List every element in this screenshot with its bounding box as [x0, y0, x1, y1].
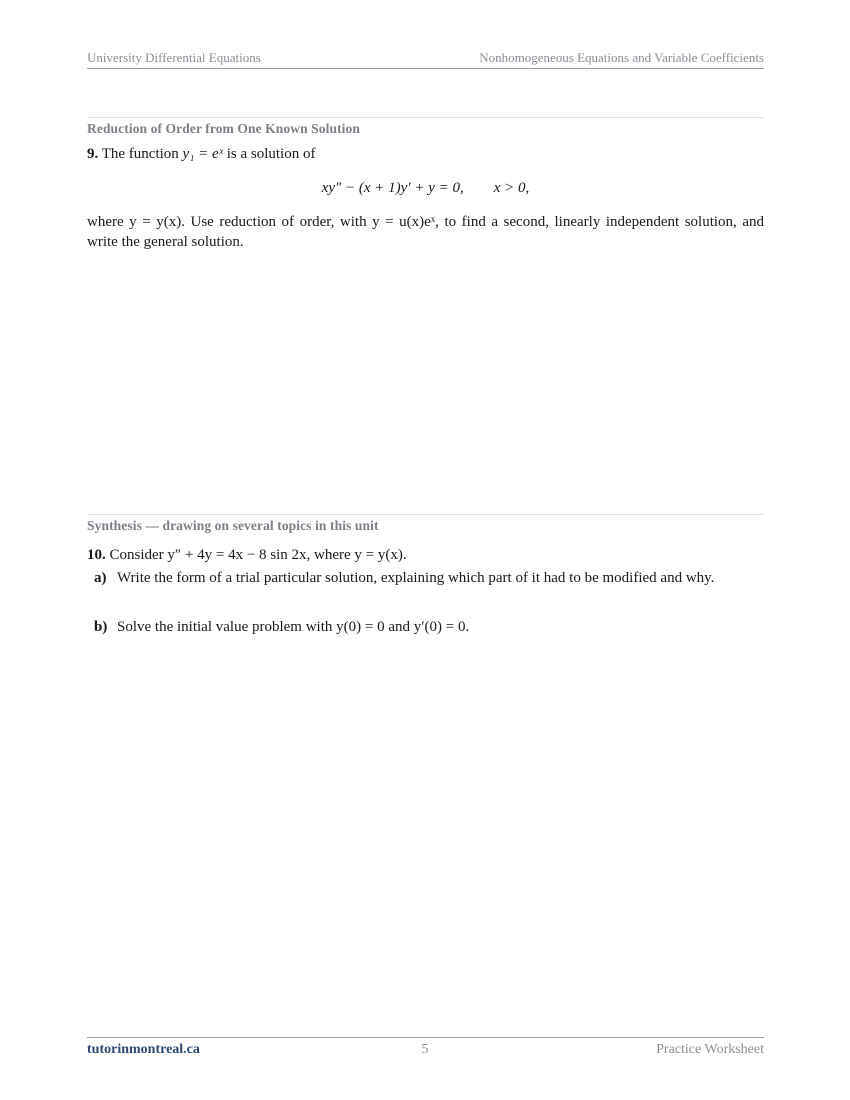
section-divider [87, 117, 764, 118]
section-divider [87, 514, 764, 515]
problem-number: 10. [87, 547, 106, 563]
problem-9-body: where y = y(x). Use reduction of order, with y = u(x)eˣ, to find a second, linearly independent solution, and write the general solution. [87, 214, 764, 250]
problem-part [94, 569, 764, 588]
header-topic-title: Nonhomogeneous Equations and Variable Coefficients [479, 50, 764, 65]
page-header [87, 50, 764, 66]
part-label: a) [94, 570, 107, 586]
header-course-title: University Differential Equations [87, 50, 261, 65]
problem-number: 9. [87, 146, 99, 162]
problem-10-stem [87, 545, 764, 565]
part-text: Write the form of a trial particular solution, explaining which part of it had to be modified and why. [117, 570, 715, 586]
problem-9-intro [87, 144, 764, 164]
problem-text: Consider y″ + 4y = 4x − 8 sin 2x, where y = y(x). [109, 547, 407, 563]
footer-doc-type: Practice Worksheet [656, 1042, 764, 1057]
math-inline: y₁ = eˣ [182, 146, 223, 162]
part-text: Solve the initial value problem with y(0) = 0 and y′(0) = 0. [117, 619, 470, 635]
section-title: Synthesis — drawing on several topics in this unit [87, 518, 379, 533]
equation: xy″ − (x + 1)y′ + y = 0, [321, 180, 464, 196]
problem-part [94, 618, 764, 637]
equation-condition: x > 0, [493, 180, 530, 196]
section-title: Reduction of Order from One Known Solution [87, 121, 360, 136]
display-equation [87, 178, 764, 198]
problem-text: The function [101, 146, 183, 162]
part-label: b) [94, 619, 108, 635]
footer-website-link[interactable]: tutorinmontreal.ca [87, 1042, 200, 1057]
problem-text: is a solution of [222, 146, 316, 162]
page-number: 5 [421, 1042, 429, 1057]
footer-rule [87, 1037, 764, 1038]
header-rule [87, 68, 764, 69]
